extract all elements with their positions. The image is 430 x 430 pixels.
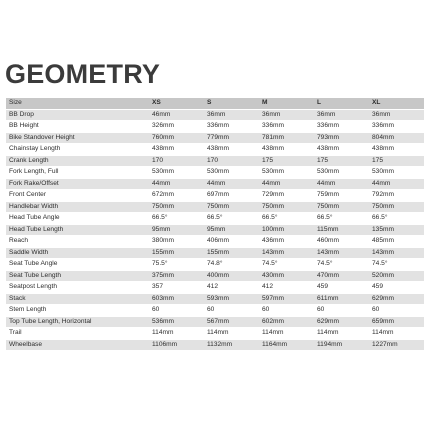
table-row — [6, 293, 424, 305]
cell-m: 74.5° — [259, 259, 314, 271]
cell-l: 759mm — [314, 190, 369, 202]
cell-s: 567mm — [204, 316, 259, 328]
cell-m: 175 — [259, 155, 314, 167]
table-row — [6, 201, 424, 213]
table-row — [6, 155, 424, 167]
table-row — [6, 190, 424, 202]
cell-m: 602mm — [259, 316, 314, 328]
cell-l: 1194mm — [314, 339, 369, 351]
cell-xl: 135mm — [369, 224, 424, 236]
cell-l: 470mm — [314, 270, 369, 282]
cell-xl: 530mm — [369, 167, 424, 179]
cell-l: 530mm — [314, 167, 369, 179]
cell-s: 779mm — [204, 132, 259, 144]
cell-s: 66.5° — [204, 213, 259, 225]
row-label: BB Height — [6, 121, 149, 133]
row-label: Stem Length — [6, 305, 149, 317]
cell-m: 430mm — [259, 270, 314, 282]
cell-s: 114mm — [204, 328, 259, 340]
header-row — [6, 98, 424, 109]
cell-xs: 60 — [149, 305, 204, 317]
cell-xl: 659mm — [369, 316, 424, 328]
cell-m: 597mm — [259, 293, 314, 305]
cell-xl: 60 — [369, 305, 424, 317]
cell-s: 36mm — [204, 109, 259, 121]
row-label: Bike Standover Height — [6, 132, 149, 144]
size-header-l: L — [314, 98, 369, 109]
row-label: Head Tube Angle — [6, 213, 149, 225]
table-row — [6, 224, 424, 236]
cell-s: 750mm — [204, 201, 259, 213]
cell-xs: 357 — [149, 282, 204, 294]
cell-xl: 629mm — [369, 293, 424, 305]
row-label: Crank Length — [6, 155, 149, 167]
table-row — [6, 121, 424, 133]
cell-xl: 792mm — [369, 190, 424, 202]
row-label: Seat Tube Angle — [6, 259, 149, 271]
table-body — [6, 109, 424, 351]
row-label: BB Drop — [6, 109, 149, 121]
cell-s: 412 — [204, 282, 259, 294]
row-label: Trail — [6, 328, 149, 340]
table-row — [6, 109, 424, 121]
cell-l: 611mm — [314, 293, 369, 305]
cell-l: 143mm — [314, 247, 369, 259]
row-label: Reach — [6, 236, 149, 248]
cell-l: 74.5° — [314, 259, 369, 271]
cell-l: 459 — [314, 282, 369, 294]
cell-l: 114mm — [314, 328, 369, 340]
cell-m: 100mm — [259, 224, 314, 236]
cell-m: 412 — [259, 282, 314, 294]
cell-xl: 520mm — [369, 270, 424, 282]
table-row — [6, 213, 424, 225]
cell-l: 60 — [314, 305, 369, 317]
cell-xl: 36mm — [369, 109, 424, 121]
cell-s: 155mm — [204, 247, 259, 259]
row-label: Handlebar Width — [6, 201, 149, 213]
cell-m: 1164mm — [259, 339, 314, 351]
cell-xs: 672mm — [149, 190, 204, 202]
cell-m: 438mm — [259, 144, 314, 156]
table-row — [6, 178, 424, 190]
row-label: Saddle Width — [6, 247, 149, 259]
cell-xs: 95mm — [149, 224, 204, 236]
cell-m: 530mm — [259, 167, 314, 179]
cell-m: 60 — [259, 305, 314, 317]
cell-s: 406mm — [204, 236, 259, 248]
table-header — [6, 98, 424, 109]
cell-xl: 336mm — [369, 121, 424, 133]
cell-xl: 459 — [369, 282, 424, 294]
cell-xs: 1106mm — [149, 339, 204, 351]
table-row — [6, 236, 424, 248]
cell-xs: 530mm — [149, 167, 204, 179]
cell-xl: 485mm — [369, 236, 424, 248]
size-header-s: S — [204, 98, 259, 109]
cell-m: 143mm — [259, 247, 314, 259]
cell-m: 66.5° — [259, 213, 314, 225]
row-label: Front Center — [6, 190, 149, 202]
cell-s: 400mm — [204, 270, 259, 282]
cell-xs: 114mm — [149, 328, 204, 340]
cell-l: 750mm — [314, 201, 369, 213]
cell-s: 697mm — [204, 190, 259, 202]
cell-s: 74.8° — [204, 259, 259, 271]
cell-xl: 143mm — [369, 247, 424, 259]
table-row — [6, 259, 424, 271]
table-row — [6, 167, 424, 179]
cell-s: 1132mm — [204, 339, 259, 351]
table-row — [6, 132, 424, 144]
cell-m: 44mm — [259, 178, 314, 190]
cell-s: 95mm — [204, 224, 259, 236]
cell-m: 114mm — [259, 328, 314, 340]
cell-l: 44mm — [314, 178, 369, 190]
cell-xl: 804mm — [369, 132, 424, 144]
cell-xs: 438mm — [149, 144, 204, 156]
cell-xs: 66.5° — [149, 213, 204, 225]
row-label: Fork Length, Full — [6, 167, 149, 179]
cell-s: 170 — [204, 155, 259, 167]
cell-s: 44mm — [204, 178, 259, 190]
row-label: Chainstay Length — [6, 144, 149, 156]
table-row — [6, 328, 424, 340]
cell-s: 593mm — [204, 293, 259, 305]
cell-xl: 438mm — [369, 144, 424, 156]
cell-xs: 603mm — [149, 293, 204, 305]
cell-s: 336mm — [204, 121, 259, 133]
cell-xs: 750mm — [149, 201, 204, 213]
cell-xl: 1227mm — [369, 339, 424, 351]
cell-xs: 155mm — [149, 247, 204, 259]
row-label: Fork Rake/Offset — [6, 178, 149, 190]
cell-xs: 170 — [149, 155, 204, 167]
cell-xs: 536mm — [149, 316, 204, 328]
cell-xs: 46mm — [149, 109, 204, 121]
cell-xs: 375mm — [149, 270, 204, 282]
size-header-m: M — [259, 98, 314, 109]
size-header-xs: XS — [149, 98, 204, 109]
cell-s: 60 — [204, 305, 259, 317]
cell-l: 629mm — [314, 316, 369, 328]
table-row — [6, 247, 424, 259]
row-label: Wheelbase — [6, 339, 149, 351]
cell-m: 781mm — [259, 132, 314, 144]
cell-m: 729mm — [259, 190, 314, 202]
cell-xl: 44mm — [369, 178, 424, 190]
size-header-xl: XL — [369, 98, 424, 109]
cell-l: 115mm — [314, 224, 369, 236]
row-label: Seat Tube Length — [6, 270, 149, 282]
cell-l: 66.5° — [314, 213, 369, 225]
geometry-table — [6, 98, 424, 351]
cell-xl: 750mm — [369, 201, 424, 213]
row-label: Stack — [6, 293, 149, 305]
cell-xl: 66.5° — [369, 213, 424, 225]
cell-xs: 75.5° — [149, 259, 204, 271]
cell-xs: 380mm — [149, 236, 204, 248]
cell-m: 436mm — [259, 236, 314, 248]
table-row — [6, 270, 424, 282]
cell-l: 793mm — [314, 132, 369, 144]
table-row — [6, 305, 424, 317]
table-row — [6, 282, 424, 294]
cell-m: 336mm — [259, 121, 314, 133]
cell-l: 36mm — [314, 109, 369, 121]
table-row — [6, 339, 424, 351]
cell-xl: 114mm — [369, 328, 424, 340]
cell-l: 175 — [314, 155, 369, 167]
table-row — [6, 144, 424, 156]
row-label: Head Tube Length — [6, 224, 149, 236]
table-row — [6, 316, 424, 328]
cell-l: 438mm — [314, 144, 369, 156]
page-title: GEOMETRY — [5, 59, 161, 89]
cell-l: 336mm — [314, 121, 369, 133]
cell-xs: 760mm — [149, 132, 204, 144]
cell-xl: 175 — [369, 155, 424, 167]
row-label: Top Tube Length, Horizontal — [6, 316, 149, 328]
cell-m: 36mm — [259, 109, 314, 121]
cell-s: 530mm — [204, 167, 259, 179]
row-label: Seatpost Length — [6, 282, 149, 294]
cell-xs: 44mm — [149, 178, 204, 190]
size-header-label: Size — [6, 98, 149, 109]
cell-s: 438mm — [204, 144, 259, 156]
cell-xs: 326mm — [149, 121, 204, 133]
cell-m: 750mm — [259, 201, 314, 213]
cell-l: 460mm — [314, 236, 369, 248]
cell-xl: 74.5° — [369, 259, 424, 271]
